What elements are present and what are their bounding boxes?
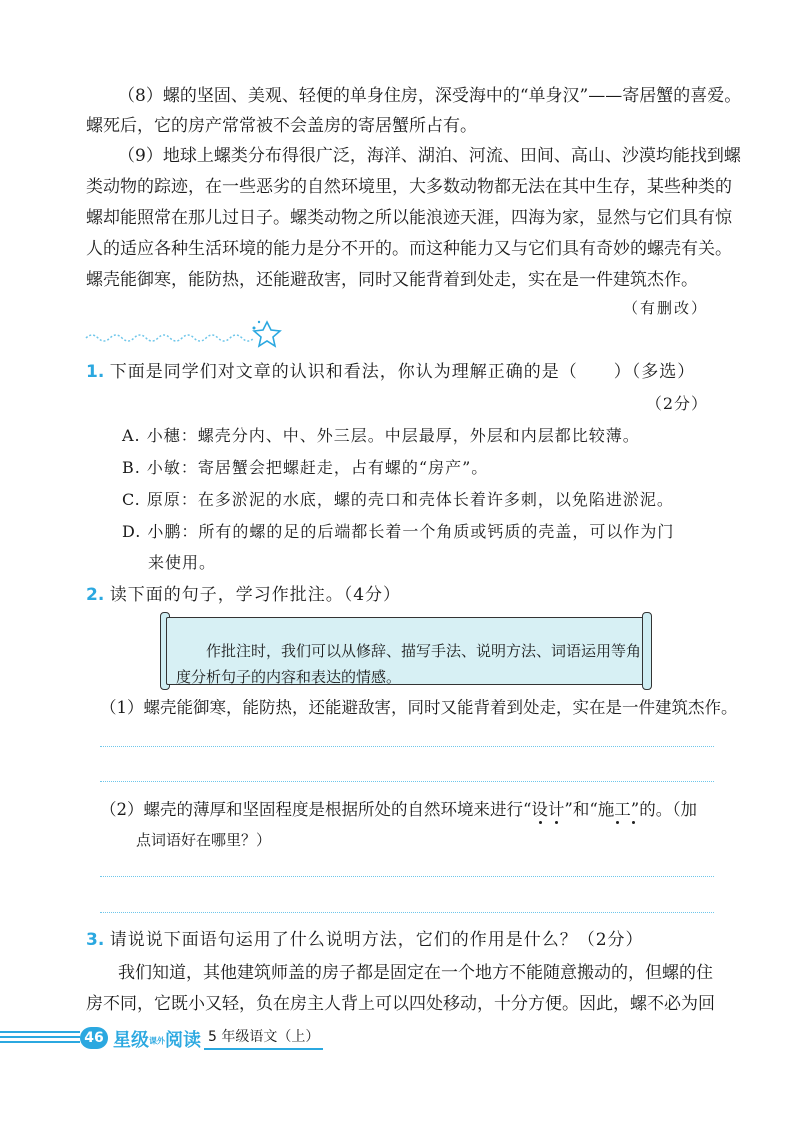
- q1-score: （2分）: [645, 394, 708, 413]
- q3-paragraph-line1: 我们知道，其他建筑师盖的房子都是固定在一个地方不能随意搬动的，但螺的住: [118, 963, 713, 983]
- footer-line: [0, 1041, 80, 1043]
- q3-number: 3.: [86, 930, 105, 950]
- answer-line-1[interactable]: [100, 746, 714, 747]
- emphasis-dot: [555, 821, 558, 824]
- brand-part-a: 星级: [113, 1030, 149, 1051]
- brand-part-mid: 课外: [149, 1036, 165, 1046]
- q1-option-d: D. 小鹏：所有的螺的足的后端都长着一个角质或钙质的壳盖，可以作为门: [122, 522, 675, 541]
- q1-option-a: A. 小穗：螺壳分内、中、外三层。中层最厚，外层和内层都比较薄。: [122, 426, 640, 445]
- passage-p9-line1: （9）地球上螺类分布得很广泛，海洋、湖泊、河流、田间、高山、沙漠均能找到螺: [118, 146, 741, 166]
- q1-option-c: C. 原原：在多淤泥的水底，螺的壳口和壳体长着许多刺，以免陷进淤泥。: [122, 490, 674, 509]
- q2-sentence-1: （1）螺壳能御寒，能防热，还能避敌害，同时又能背着到处走，实在是一件建筑杰作。: [100, 698, 738, 717]
- passage-p9-line3: 螺却能照常在那儿过日子。螺类动物之所以能浪迹天涯，四海为家，显然与它们具有惊: [86, 208, 732, 228]
- passage-p8-line1: （8）螺的坚固、美观、轻便的单身住房，深受海中的“单身汉”——寄居蟹的喜爱。: [118, 86, 742, 106]
- wavy-divider-star-icon: [84, 318, 284, 348]
- passage-p9-line4: 人的适应各种生活环境的能力是分不开的。而这种能力又与它们具有奇妙的螺壳有关。: [86, 239, 732, 259]
- footer-line: [0, 1036, 80, 1038]
- q1-stem-text: 下面是同学们对文章的认识和看法，你认为理解正确的是（ ）（多选）: [109, 362, 696, 382]
- q1-stem: [86, 360, 695, 384]
- answer-line-2[interactable]: [100, 781, 714, 782]
- q2-sentence-2-line1: （2）螺壳的薄厚和坚固程度是根据所处的自然环境来进行“设计”和“施工”的。（加: [100, 800, 697, 819]
- q1-option-d-cont: 来使用。: [148, 553, 217, 572]
- passage-p8-line2: 螺死后，它的房产常常被不会盖房的寄居蟹所占有。: [86, 116, 477, 136]
- footer-line: [0, 1031, 80, 1033]
- emphasis-dot: [632, 821, 635, 824]
- q2-sentence-2-line2: 点词语好在哪里？）: [136, 831, 272, 849]
- tip-line2: 度分析句子的内容和表达的情感。: [176, 668, 402, 686]
- q3-stem-text: 请说说下面语句运用了什么说明方法，它们的作用是什么？（2分）: [109, 930, 644, 950]
- source-note: （有删改）: [622, 299, 708, 317]
- brand-logo: [113, 1026, 201, 1052]
- q3-stem: [86, 928, 644, 952]
- q2-stem: [86, 583, 401, 607]
- emphasis-dot: [616, 821, 619, 824]
- passage-p9-line2: 类动物的踪迹，在一些恶劣的自然环境里，大多数动物都无法在其中生存，某些种类的: [86, 177, 732, 197]
- brand-part-b: 阅读: [165, 1030, 201, 1051]
- q2-number: 2.: [86, 585, 105, 605]
- emphasis-dot: [539, 821, 542, 824]
- q3-paragraph-line2: 房不同，它既小又轻，负在房主人背上可以四处移动，十分方便。因此，螺不必为回: [86, 994, 715, 1014]
- scroll-right-rod: [642, 612, 652, 690]
- answer-line-3[interactable]: [100, 876, 714, 877]
- q2-stem-text: 读下面的句子，学习作批注。（4分）: [109, 585, 402, 605]
- answer-line-4[interactable]: [100, 912, 714, 913]
- page-number: 46: [80, 1027, 108, 1049]
- grade-label: 5 年级语文（上）: [204, 1026, 323, 1050]
- passage-p9-line5: 螺壳能御寒，能防热，还能避敌害，同时又能背着到处走，实在是一件建筑杰作。: [86, 270, 698, 290]
- tip-line1: 作批注时，我们可以从修辞、描写手法、说明方法、词语运用等角: [206, 642, 642, 660]
- q1-option-b: B. 小敏：寄居蟹会把螺赶走，占有螺的“房产”。: [122, 458, 489, 477]
- q1-number: 1.: [86, 362, 105, 382]
